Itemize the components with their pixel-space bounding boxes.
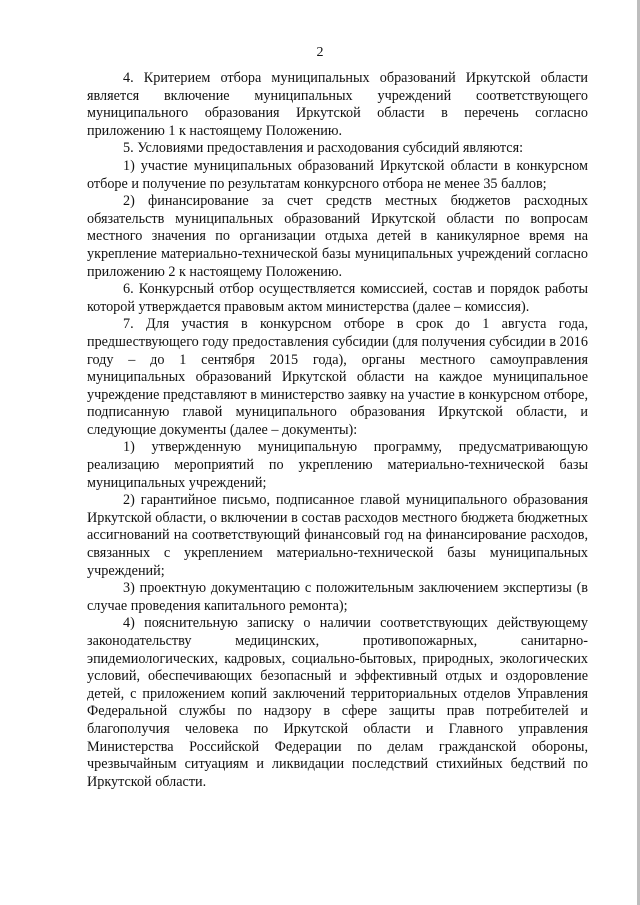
paragraph-document-2: 2) гарантийное письмо, подписанное главой муниципального образования Иркутской области, о включении в состав расходов местного бюджета бюджетных ассигнований на соответствующий финансовый год на финансирование расходов, связанных с укреплением материально-технической базы муниципальных учреждений; <box>87 492 588 579</box>
paragraph-document-3: 3) проектную документацию с положительным заключением экспертизы (в случае проведения капитального ремонта); <box>87 580 588 614</box>
paragraph-commission: 6. Конкурсный отбор осуществляется комиссией, состав и порядок работы которой утверждается правовым актом министерства (далее – комиссия). <box>87 281 588 315</box>
document-body <box>87 70 588 791</box>
page-number: 2 <box>316 45 324 60</box>
paragraph-document-4: 4) пояснительную записку о наличии соответствующих действующему законодательству медицинских, противопожарных, санитарно-эпидемиологических, кадровых, социально-бытовых, природных, экологических условий, обеспечивающих безопасный и эффективный отдых и оздоровление детей, с приложением копий заключений территориальных отделов Управления Федеральной службы по надзору в сфере защиты прав потребителей и благополучия человека по Иркутской области и Главного управления Министерства Российской Федерации по делам гражданской обороны, чрезвычайным ситуациям и ликвидации последствий стихийных бедствий по Иркутской области. <box>87 615 588 790</box>
paragraph-conditions: 5. Условиями предоставления и расходования субсидий являются: <box>123 140 524 157</box>
paragraph-application: 7. Для участия в конкурсном отборе в срок до 1 августа года, предшествующего году предоставления субсидии (для получения субсидии в 2016 году – до 1 сентября 2015 года), органы местного самоуправления муниципальных образований Иркутской области на каждое муниципальное учреждение представляют в министерство заявку на участие в конкурсном отборе, подписанную главой муниципального образования Иркутской области, и следующие документы (далее – документы): <box>87 316 588 438</box>
paragraph-document-1: 1) утвержденную муниципальную программу, предусматривающую реализацию мероприятий по укреплению материально-технической базы муниципальных учреждений; <box>87 439 588 491</box>
paragraph-condition-2: 2) финансирование за счет средств местных бюджетов расходных обязательств муниципальных образований Иркутской области по вопросам местного значения по организации отдыха детей в каникулярное время на укрепление материально-технической базы муниципальных учреждений согласно приложению 2 к настоящему Положению. <box>87 193 588 280</box>
paragraph-condition-1: 1) участие муниципальных образований Иркутской области в конкурсном отборе и получение по результатам конкурсного отбора не менее 35 баллов; <box>87 157 588 192</box>
paragraph-criterion: 4. Критерием отбора муниципальных образований Иркутской области является включение муниципальных учреждений соответствующего муниципального образования Иркутской области в перечень согласно приложению 1 к настоящему Положению. <box>87 70 588 139</box>
